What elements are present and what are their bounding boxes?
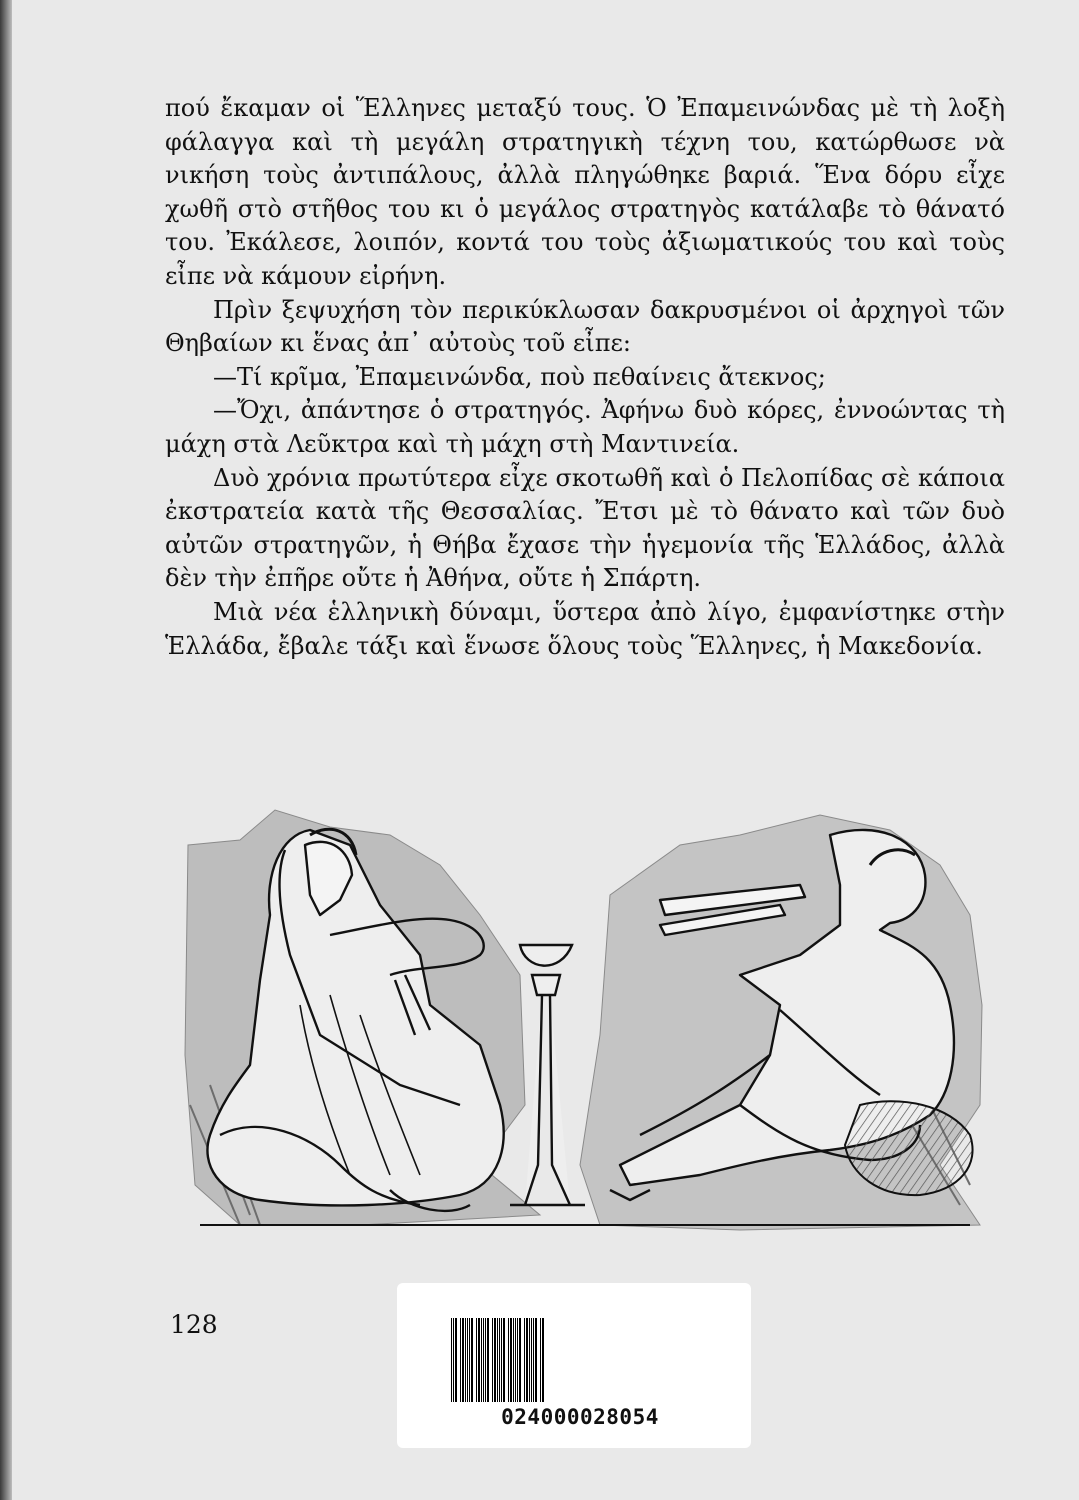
barcode-bar xyxy=(508,1318,509,1402)
barcode-bar xyxy=(513,1318,514,1402)
barcode-bar xyxy=(483,1318,484,1402)
dialog-line-2: —Ὄχι, ἀπάντησε ὁ στρατηγός. Ἀφήνω δυὸ κόρες, ἐννοώντας τὴ μάχη στὰ Λεῦκτρα καὶ τὴ μάχη στὴ Μαντινεία. xyxy=(165,396,1005,458)
barcode-bar xyxy=(533,1318,534,1402)
page-number: 128 xyxy=(170,1310,218,1339)
barcode-bar xyxy=(471,1318,473,1402)
barcode-bar xyxy=(481,1318,482,1402)
barcode-bar xyxy=(542,1318,544,1402)
vase-painting-illustration xyxy=(180,805,988,1245)
barcode-bar xyxy=(535,1318,537,1402)
barcode-bar xyxy=(455,1318,457,1402)
barcode-bar xyxy=(517,1318,518,1402)
barcode-bar xyxy=(515,1318,516,1402)
barcode-label xyxy=(397,1283,751,1448)
barcode-bar xyxy=(524,1318,525,1402)
barcode-bar xyxy=(529,1318,530,1402)
barcode-bar xyxy=(510,1318,512,1402)
barcode-bar xyxy=(499,1318,500,1402)
barcode-bar xyxy=(526,1318,528,1402)
barcode-bar xyxy=(531,1318,532,1402)
barcode-number: 024000028054 xyxy=(501,1405,659,1429)
barcode-bar xyxy=(503,1318,505,1402)
barcode-bar xyxy=(519,1318,521,1402)
barcode-bar xyxy=(494,1318,496,1402)
barcode-bars xyxy=(449,1318,711,1402)
paragraph-1: πού ἔκαμαν οἱ Ἕλληνες μεταξύ τους. Ὁ Ἐπαμεινώνδας μὲ τὴ λοξὴ φάλαγγα καὶ τὴ μεγάλη στρατηγικὴ τέχνη του, κατώρθωσε νὰ νικήση τοὺς ἀντιπάλους, ἀλλὰ πληγώθηκε βαριά. Ἕνα δόρυ εἶχε χωθῆ στὸ στῆθος του κι ὁ μεγάλος στρατηγὸς κατάλαβε τὸ θάνατό του. Ἐκάλεσε, λοιπόν, κοντά του τοὺς ἀξιωματικούς του καὶ τοὺς εἶπε νὰ κάμουν εἰρήνη. xyxy=(165,94,1005,290)
barcode-bar xyxy=(467,1318,468,1402)
barcode-bar xyxy=(485,1318,486,1402)
page-edge-shadow xyxy=(0,0,12,1500)
barcode-bar xyxy=(453,1318,454,1402)
barcode-bar xyxy=(492,1318,493,1402)
barcode-bar xyxy=(497,1318,498,1402)
barcode-bar xyxy=(478,1318,480,1402)
barcode-bar xyxy=(460,1318,461,1402)
barcode-bar xyxy=(462,1318,464,1402)
dialog-line-1: —Τί κρῖμα, Ἐπαμεινώνδα, ποὺ πεθαίνεις ἄτεκνος; xyxy=(213,362,826,391)
barcode-bar xyxy=(487,1318,489,1402)
barcode-bar xyxy=(476,1318,477,1402)
barcode-bar xyxy=(451,1318,452,1402)
barcode-bar xyxy=(501,1318,502,1402)
barcode-bar xyxy=(469,1318,470,1402)
paragraph-2: Πρὶν ξεψυχήση τὸν περικύκλωσαν δακρυσμένοι οἱ ἀρχηγοὶ τῶν Θηβαίων κι ἕνας ἀπ᾽ αὐτοὺς τοῦ εἶπε: xyxy=(165,295,1005,358)
paragraph-3: Δυὸ χρόνια πρωτύτερα εἶχε σκοτωθῆ καὶ ὁ Πελοπίδας σὲ κάποια ἐκστρατεία κατὰ τῆς Θεσσαλίας. Ἔτσι μὲ τὸ θάνατο καὶ τῶν δυὸ αὐτῶν στρατηγῶν, ἡ Θήβα ἔχασε τὴν ἡγεμονία τῆς Ἑλλάδος, ἀλλὰ δὲν τὴν ἐπῆρε οὔτε ἡ Ἀθήνα, οὔτε ἡ Σπάρτη. xyxy=(165,463,1005,593)
barcode-bar xyxy=(540,1318,541,1402)
body-text xyxy=(165,92,1005,663)
paragraph-4: Μιὰ νέα ἑλληνικὴ δύναμι, ὕστερα ἀπὸ λίγο, ἐμφανίστηκε στὴν Ἑλλάδα, ἔβαλε τάξι καὶ ἕνωσε ὅλους τοὺς Ἕλληνες, ἡ Μακεδονία. xyxy=(165,597,1005,660)
barcode-bar xyxy=(465,1318,466,1402)
